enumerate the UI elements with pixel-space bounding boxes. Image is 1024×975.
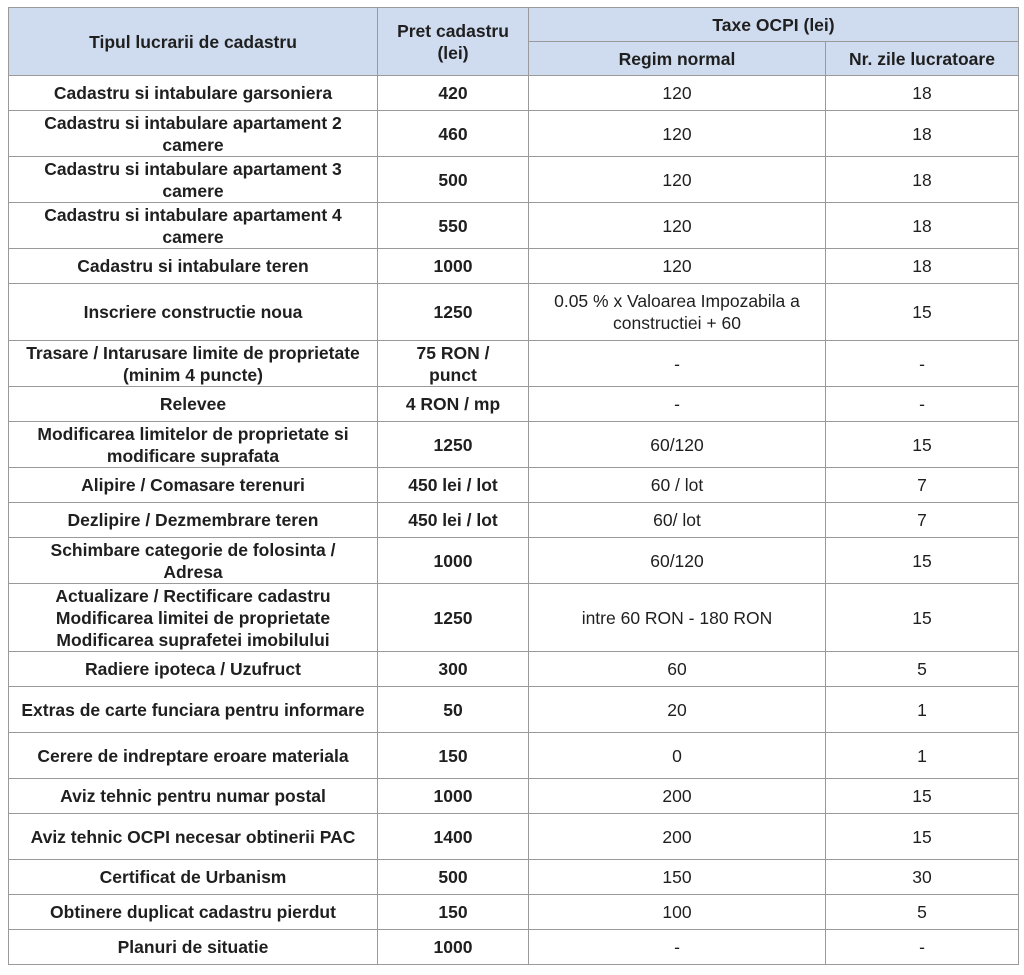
ocpi-tax-cell: 120 <box>529 76 826 111</box>
working-days-cell: 18 <box>826 157 1019 203</box>
work-type-cell: Cadastru si intabulare apartament 3 camere <box>9 157 378 203</box>
table-row <box>9 930 1019 965</box>
price-cell: 1000 <box>378 930 529 965</box>
work-type-cell: Dezlipire / Dezmembrare teren <box>9 503 378 538</box>
header-working-days: Nr. zile lucratoare <box>826 42 1019 76</box>
work-type-cell: Alipire / Comasare terenuri <box>9 468 378 503</box>
header-price: Pret cadastru (lei) <box>378 8 529 76</box>
work-type-cell: Extras de carte funciara pentru informare <box>9 687 378 733</box>
working-days-cell: 7 <box>826 503 1019 538</box>
working-days-cell: 5 <box>826 895 1019 930</box>
price-cell: 1000 <box>378 249 529 284</box>
work-type-cell: Cadastru si intabulare apartament 4 camere <box>9 203 378 249</box>
ocpi-tax-cell: - <box>529 930 826 965</box>
working-days-cell: 15 <box>826 538 1019 584</box>
header-work-type: Tipul lucrarii de cadastru <box>9 8 378 76</box>
price-cell: 450 lei / lot <box>378 503 529 538</box>
table-row <box>9 503 1019 538</box>
ocpi-tax-cell: 60/120 <box>529 422 826 468</box>
price-cell: 460 <box>378 111 529 157</box>
working-days-cell: 18 <box>826 249 1019 284</box>
header-regim-normal: Regim normal <box>529 42 826 76</box>
ocpi-tax-cell: 0.05 % x Valoarea Impozabila a constructiei + 60 <box>529 284 826 341</box>
working-days-cell: 18 <box>826 203 1019 249</box>
working-days-cell: 30 <box>826 860 1019 895</box>
work-type-cell: Trasare / Intarusare limite de proprietate (minim 4 puncte) <box>9 341 378 387</box>
price-cell: 4 RON / mp <box>378 387 529 422</box>
working-days-cell: 5 <box>826 652 1019 687</box>
work-type-cell: Aviz tehnic OCPI necesar obtinerii PAC <box>9 814 378 860</box>
table-row <box>9 387 1019 422</box>
work-type-cell: Obtinere duplicat cadastru pierdut <box>9 895 378 930</box>
price-cell: 1250 <box>378 422 529 468</box>
working-days-cell: 15 <box>826 779 1019 814</box>
ocpi-tax-cell: 60/120 <box>529 538 826 584</box>
table-row <box>9 284 1019 341</box>
table-body <box>9 76 1019 965</box>
ocpi-tax-cell: 60/ lot <box>529 503 826 538</box>
ocpi-tax-cell: 120 <box>529 249 826 284</box>
ocpi-tax-cell: 120 <box>529 203 826 249</box>
work-type-cell: Certificat de Urbanism <box>9 860 378 895</box>
table-row <box>9 860 1019 895</box>
table-row <box>9 468 1019 503</box>
ocpi-tax-cell: - <box>529 387 826 422</box>
price-cell: 500 <box>378 860 529 895</box>
ocpi-tax-cell: 20 <box>529 687 826 733</box>
price-cell: 1250 <box>378 584 529 652</box>
table-row <box>9 422 1019 468</box>
working-days-cell: 15 <box>826 422 1019 468</box>
price-cell: 1250 <box>378 284 529 341</box>
working-days-cell: 18 <box>826 76 1019 111</box>
price-cell: 500 <box>378 157 529 203</box>
ocpi-tax-cell: 150 <box>529 860 826 895</box>
ocpi-tax-cell: 200 <box>529 779 826 814</box>
table-row <box>9 584 1019 652</box>
price-cell: 75 RON / punct <box>378 341 529 387</box>
table-header <box>9 8 1019 76</box>
price-cell: 150 <box>378 895 529 930</box>
working-days-cell: 1 <box>826 733 1019 779</box>
work-type-cell: Cadastru si intabulare garsoniera <box>9 76 378 111</box>
table-row <box>9 157 1019 203</box>
work-type-cell: Relevee <box>9 387 378 422</box>
work-type-cell: Radiere ipoteca / Uzufruct <box>9 652 378 687</box>
price-cell: 300 <box>378 652 529 687</box>
working-days-cell: - <box>826 387 1019 422</box>
ocpi-tax-cell: - <box>529 341 826 387</box>
header-row-1 <box>9 8 1019 42</box>
work-type-cell: Modificarea limitelor de proprietate si modificare suprafata <box>9 422 378 468</box>
ocpi-tax-cell: 120 <box>529 111 826 157</box>
work-type-cell: Schimbare categorie de folosinta / Adresa <box>9 538 378 584</box>
table-row <box>9 203 1019 249</box>
working-days-cell: 7 <box>826 468 1019 503</box>
work-type-cell: Aviz tehnic pentru numar postal <box>9 779 378 814</box>
work-type-cell: Cadastru si intabulare apartament 2 camere <box>9 111 378 157</box>
table-row <box>9 538 1019 584</box>
table-row <box>9 733 1019 779</box>
table-row <box>9 652 1019 687</box>
work-type-cell: Cadastru si intabulare teren <box>9 249 378 284</box>
table-row <box>9 76 1019 111</box>
ocpi-tax-cell: 200 <box>529 814 826 860</box>
working-days-cell: - <box>826 341 1019 387</box>
working-days-cell: 15 <box>826 584 1019 652</box>
table-row <box>9 249 1019 284</box>
price-cell: 150 <box>378 733 529 779</box>
ocpi-tax-cell: 120 <box>529 157 826 203</box>
table-row <box>9 779 1019 814</box>
work-type-cell: Planuri de situatie <box>9 930 378 965</box>
ocpi-tax-cell: 0 <box>529 733 826 779</box>
work-type-cell: Inscriere constructie noua <box>9 284 378 341</box>
working-days-cell: 15 <box>826 284 1019 341</box>
working-days-cell: 1 <box>826 687 1019 733</box>
price-cell: 420 <box>378 76 529 111</box>
price-cell: 550 <box>378 203 529 249</box>
price-cell: 1000 <box>378 538 529 584</box>
header-ocpi-taxes: Taxe OCPI (lei) <box>529 8 1019 42</box>
table-row <box>9 814 1019 860</box>
working-days-cell: 18 <box>826 111 1019 157</box>
price-cell: 50 <box>378 687 529 733</box>
working-days-cell: - <box>826 930 1019 965</box>
ocpi-tax-cell: 60 / lot <box>529 468 826 503</box>
table-row <box>9 111 1019 157</box>
table-row <box>9 895 1019 930</box>
price-cell: 450 lei / lot <box>378 468 529 503</box>
cadastre-price-table <box>8 7 1019 965</box>
ocpi-tax-cell: 60 <box>529 652 826 687</box>
price-table-container <box>8 7 1019 965</box>
work-type-cell: Cerere de indreptare eroare materiala <box>9 733 378 779</box>
working-days-cell: 15 <box>826 814 1019 860</box>
table-row <box>9 687 1019 733</box>
work-type-cell: Actualizare / Rectificare cadastru Modificarea limitei de proprietate Modificarea suprafetei imobilului <box>9 584 378 652</box>
ocpi-tax-cell: intre 60 RON - 180 RON <box>529 584 826 652</box>
price-cell: 1000 <box>378 779 529 814</box>
table-row <box>9 341 1019 387</box>
price-cell: 1400 <box>378 814 529 860</box>
ocpi-tax-cell: 100 <box>529 895 826 930</box>
